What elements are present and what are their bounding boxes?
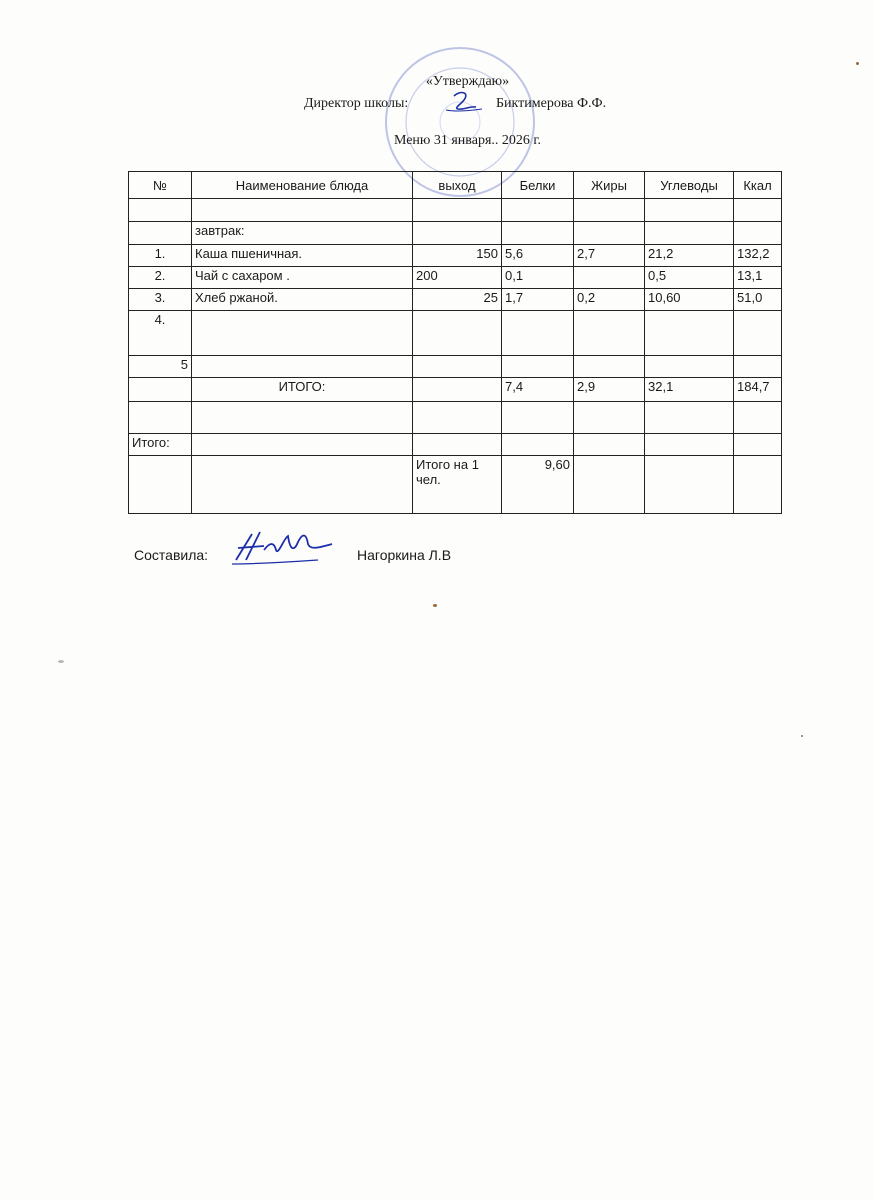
dish-carbs: 21,2: [645, 245, 734, 267]
empty-row: [129, 199, 782, 222]
director-label: Директор школы:: [304, 96, 409, 111]
dish-protein: 5,6: [502, 245, 574, 267]
per-person-label: Итого на 1 чел.: [413, 456, 502, 514]
director-signature: [440, 88, 490, 114]
per-person-row: [129, 456, 782, 514]
director-name: Биктимерова Ф.Ф.: [496, 96, 607, 111]
row-number: 2.: [129, 267, 192, 289]
composer-name: Нагоркина Л.В: [357, 547, 452, 563]
row-number: 5: [129, 356, 192, 378]
dish-name: Хлеб ржаной.: [192, 289, 413, 311]
table-header-row: [129, 172, 782, 199]
column-header: Наименование блюда: [192, 172, 413, 199]
meal-row: [129, 222, 782, 245]
dish-kcal: 51,0: [734, 289, 782, 311]
paper-speck: [801, 735, 803, 737]
meal-label: завтрак:: [192, 222, 413, 245]
composer-signature: [228, 520, 338, 570]
paper-speck: [58, 660, 64, 663]
column-header: №: [129, 172, 192, 199]
row-number: 1.: [129, 245, 192, 267]
itogo-row: [129, 434, 782, 456]
row-number: 3.: [129, 289, 192, 311]
dish-fat: 2,7: [574, 245, 645, 267]
itogo-label: Итого:: [129, 434, 192, 456]
column-header: Углеводы: [645, 172, 734, 199]
table-row: [129, 289, 782, 311]
total-protein: 7,4: [502, 378, 574, 402]
table-row: [129, 356, 782, 378]
total-kcal: 184,7: [734, 378, 782, 402]
paper-speck: [433, 604, 437, 607]
dish-fat: 0,2: [574, 289, 645, 311]
table-row: [129, 267, 782, 289]
total-label: ИТОГО:: [192, 378, 413, 402]
total-fat: 2,9: [574, 378, 645, 402]
column-header: Белки: [502, 172, 574, 199]
paper-speck: [856, 62, 859, 65]
dish-kcal: 132,2: [734, 245, 782, 267]
column-header: выход: [413, 172, 502, 199]
dish-protein: 0,1: [502, 267, 574, 289]
column-header: Ккал: [734, 172, 782, 199]
dish-name: Чай с сахаром .: [192, 267, 413, 289]
per-person-value: 9,60: [502, 456, 574, 514]
column-header: Жиры: [574, 172, 645, 199]
menu-table: [128, 171, 782, 514]
total-carbs: 32,1: [645, 378, 734, 402]
total-row: [129, 378, 782, 402]
dish-carbs: 10,60: [645, 289, 734, 311]
dish-yield: 25: [413, 289, 502, 311]
dish-yield: 200: [413, 267, 502, 289]
dish-carbs: 0,5: [645, 267, 734, 289]
dish-kcal: 13,1: [734, 267, 782, 289]
dish-yield: 150: [413, 245, 502, 267]
dish-fat: [574, 267, 645, 289]
empty-row: [129, 402, 782, 434]
menu-title: Меню 31 января.. 2026 г.: [393, 133, 542, 148]
composed-label: Составила:: [134, 547, 209, 563]
approve-heading: «Утверждаю»: [425, 74, 510, 89]
table-row: [129, 245, 782, 267]
dish-protein: 1,7: [502, 289, 574, 311]
dish-name: Каша пшеничная.: [192, 245, 413, 267]
table-row: [129, 311, 782, 356]
row-number: 4.: [129, 311, 192, 356]
